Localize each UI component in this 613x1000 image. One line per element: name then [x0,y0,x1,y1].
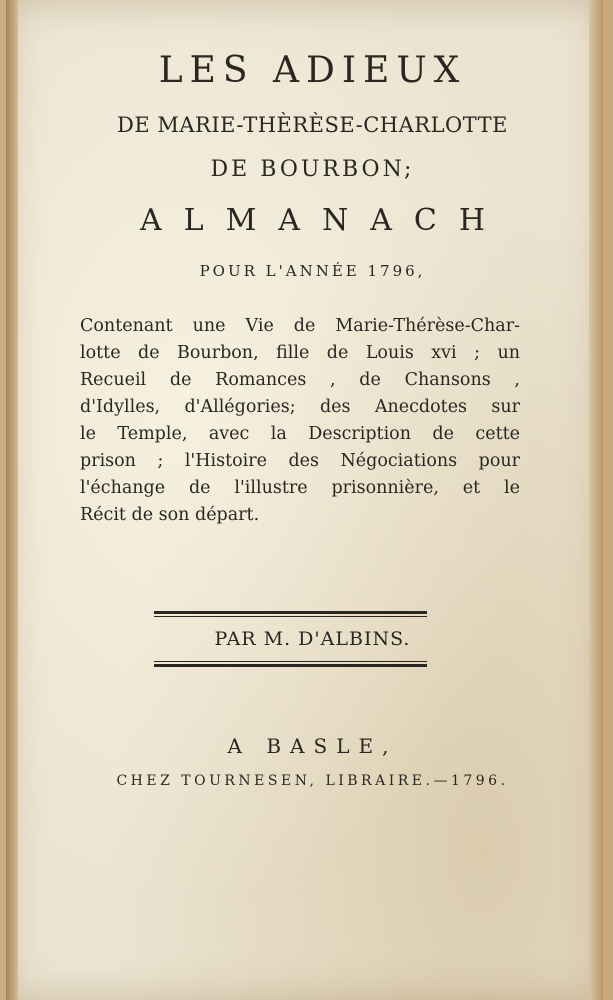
bottom-rule-thin [154,661,427,662]
description-paragraph [80,313,520,529]
author-line: PAR M. D'ALBINS. [214,628,411,650]
page-edge [589,0,603,1000]
bottom-rule-thick [154,664,427,667]
description-line: Recueil de Romances , de Chansons , [80,370,520,390]
title-year: POUR L'ANNÉE 1796, [199,262,426,280]
title-almanach: ALMANACH [139,203,507,238]
description-line: d'Idylles, d'Allégories; des Anecdotes sur [80,397,520,417]
title-line-1: LES ADIEUX [158,50,467,91]
book-spine-edge [6,0,18,1000]
description-line: lotte de Bourbon, fille de Louis xvi ; un [80,343,520,363]
imprint-printer: CHEZ TOURNESEN, LIBRAIRE.—1796. [116,773,509,789]
top-rule-thick [154,611,427,614]
title-line-2: DE MARIE-THÈRÈSE-CHARLOTTE [117,113,508,137]
top-rule-thin [154,616,427,617]
description-line: le Temple, avec la Description de cette [80,424,520,444]
description-line: Contenant une Vie de Marie-Thérèse-Char- [80,316,520,336]
description-line: l'échange de l'illustre prisonnière, et le [80,478,520,498]
title-line-3: DE BOURBON; [210,157,415,182]
description-line: Récit de son départ. [80,505,260,525]
description-line: prison ; l'Histoire des Négociations pour [80,451,520,471]
imprint-city: A BASLE, [227,734,398,758]
